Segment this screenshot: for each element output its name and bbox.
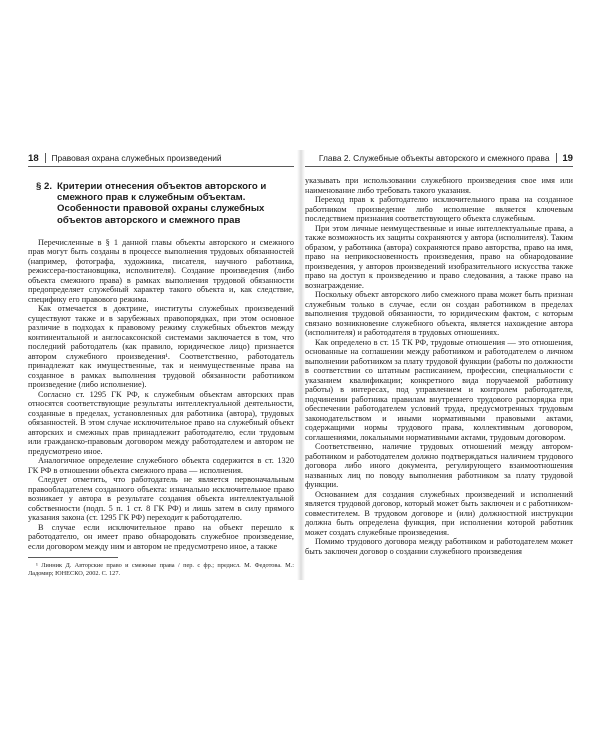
paragraph: Соответственно, наличие трудовых отношений между автором-работником и работодателем должно подтверждаться наличием трудового договора либо иного документа, регулирующего взаимоотношения названных лиц по поводу выполнения работником за плату трудовой функции. — [305, 442, 573, 489]
right-page — [305, 150, 573, 590]
paragraph: Перечисленные в § 1 данной главы объекты авторского и смежного прав могут быть созданы в процессе выполнения трудовых обязанностей (например, фотографа, художника, писателя, научного работника, режиссера-постановщика, исполнителя). Создание произведения (либо объекта смежного права) в рамках выполнения трудовой обязанности предопределяет служебный характер такого объекта и, как следствие, специфику его правового режима. — [28, 237, 294, 304]
paragraph-continued: указывать при использовании служебного произведения свое имя или наименование либо требовать такого указания. — [305, 176, 573, 195]
left-page-body — [28, 238, 294, 552]
footnote: ¹ Линник Д. Авторские право и смежные права / пер. с фр.; предисл. М. Федотова. М.: Ладомир; ЮНЕСКО, 2002. С. 127. — [28, 561, 294, 577]
running-head-left — [28, 150, 294, 167]
left-page — [28, 150, 294, 590]
section-title: Критерии отнесения объектов авторского и смежного прав к служебным объектам. Особенности правовой охраны служебных объектов авторского и смежного прав — [57, 181, 267, 226]
right-page-body — [305, 176, 573, 556]
running-head-divider — [556, 153, 557, 163]
running-head-title-left: Правовая охрана служебных произведений — [51, 153, 222, 163]
paragraph: Основанием для создания служебных произведений и исполнений является трудовой договор, который может быть заключен и с работником-совместителем. В трудовом договоре и (или) должностной инструкции должна быть определена функция, при исполнении которой работник может создать служебные произведения. — [305, 489, 573, 537]
paragraph: Переход прав к работодателю исключительного права на созданное работником произведение либо исполнение является ключевым последствием признания соответствующего объекта служебным. — [305, 195, 573, 223]
running-head-title-right: Глава 2. Служебные объекты авторского и смежного права — [318, 153, 550, 163]
section-number: § 2. — [36, 181, 53, 192]
paragraph: Согласно ст. 1295 ГК РФ, к служебным объектам авторских прав относятся соответствующие результаты интеллектуальной деятельности, созданные в пределах, установленных для работника (автора), трудовых обязанностей. В этом случае исключительное право на служебный объект авторских и смежных прав принадлежит работодателю, если трудовым или гражданско-правовым договором между работодателем и автором не предусмотрено иное. — [28, 389, 294, 456]
section-heading — [36, 181, 294, 226]
page-number-right: 19 — [562, 152, 573, 164]
paragraph: Поскольку объект авторского либо смежного права может быть признан служебным только в случае, если он создан работником в пределах выполнения трудовой обязанности, то юридическим фактом, с которым связано возникновение служебного объекта, является нахождение автора (исполнителя) и работодателя в трудовых отношениях. — [305, 290, 573, 337]
running-head-divider — [45, 153, 46, 163]
paragraph: Следует отметить, что работодатель не является первоначальным правообладателем созданного объекта: изначально исключительное право возникает у автора в результате создания объекта интеллектуальной собственности (подп. 5 п. 1 ст. 8 ГК РФ) и лишь затем в силу прямого указания закона (ст. 1295 ГК РФ) переходит к работодателю. — [28, 475, 294, 523]
page-number-left: 18 — [28, 152, 39, 164]
paragraph: Аналогичное определение служебного объекта содержится в ст. 1320 ГК РФ в отношении объекта смежного права — исполнения. — [28, 456, 294, 475]
paragraph: Как определено в ст. 15 ТК РФ, трудовые отношения — это отношения, основанные на соглашении между работником и работодателем о личном выполнении работником за плату трудовой функции (работы по должности в соответствии со штатным расписанием, профессии, специальности с указанием квалификации; конкретного вида поручаемой работнику работы) в интересах, под управлением и контролем работодателя, подчинении работника правилам внутреннего трудового распорядка при обеспечении работодателем условий труда, предусмотренных трудовым законодательством и иными нормативными правовыми актами, содержащими нормы трудового права, коллективным договором, соглашениями, локальными нормативными актами, трудовым договором. — [305, 337, 573, 442]
paragraph: Как отмечается в доктрине, институты служебных произведений существуют также и в зарубежных правопорядках, при этом основное различие в подходах к правовому режиму служебных объектов между континентальной и англосаксонской системами заключается в том, что последний работодатель (как правило, юридическое лицо) признается автором служебного произведения¹. Соответственно, работодатель принадлежат как имущественные, так и неимущественные права на созданное в рамках выполнения трудовой обязанности работником произведение (либо исполнение). — [28, 304, 294, 390]
paragraph: В случае если исключительное право на объект перешло к работодателю, он имеет право обнародовать служебное произведение, если договором между ним и автором не предусмотрено иное, а также — [28, 522, 294, 551]
paragraph: При этом личные неимущественные и иные интеллектуальные права, а также возможность их защиты сохраняются у автора (исполнителя). Таким образом, у работника (автора) сохраняются право авторства, право на имя, право на неприкосновенность произведения, право на обнародование произведения, у авторов произведений изобразительного искусства также право на доступ к произведению и право следования, а также право на вознаграждение. — [305, 223, 573, 290]
footnote-rule — [28, 557, 118, 558]
paragraph: Помимо трудового договора между работником и работодателем может быть заключен договор о создании служебного произведения — [305, 537, 573, 556]
running-head-right — [305, 150, 573, 167]
book-gutter — [297, 150, 305, 580]
